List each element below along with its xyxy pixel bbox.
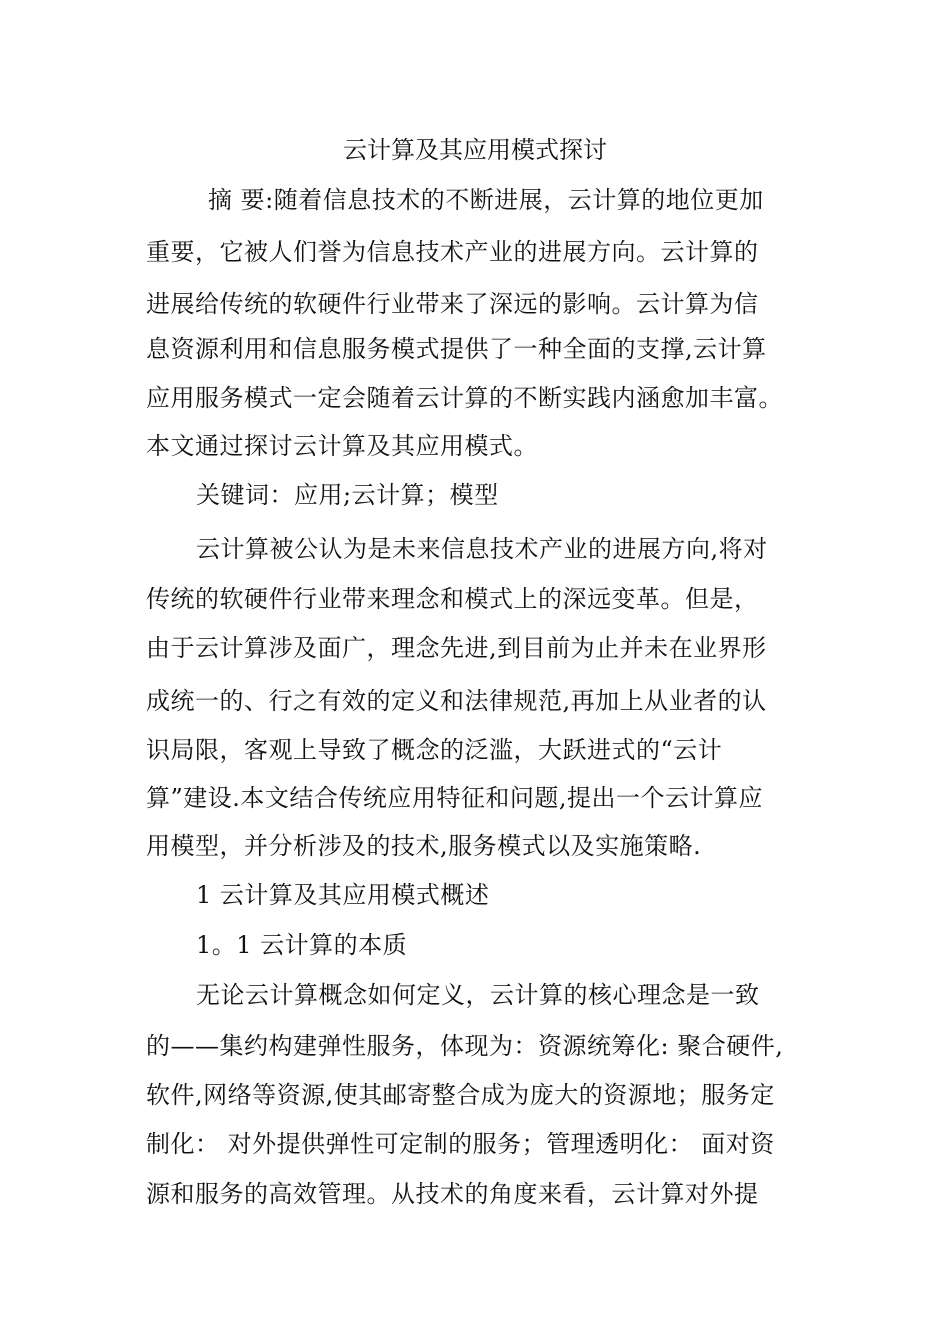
section-heading: 1 云计算及其应用模式概述 — [196, 881, 490, 909]
body-line: 源和服务的高效管理。从技术的角度来看，云计算对外提 — [146, 1180, 759, 1208]
abstract-line: 摘 要:随着信息技术的不断进展，云计算的地位更加 — [208, 186, 764, 214]
body-line: 用模型，并分析涉及的技术,服务模式以及实施策略. — [146, 832, 702, 860]
document-title: 云计算及其应用模式探讨 — [343, 136, 607, 164]
body-line: 的——集约构建弹性服务，体现为：资源统筹化: 聚合硬件, — [146, 1032, 784, 1060]
abstract-line: 应用服务模式一定会随着云计算的不断实践内涵愈加丰富。 — [146, 384, 783, 412]
body-line: 识局限，客观上导致了概念的泛滥，大跃进式的“云计 — [146, 736, 723, 764]
body-line: 无论云计算概念如何定义，云计算的核心理念是一致 — [196, 981, 760, 1009]
body-line: 传统的软硬件行业带来理念和模式上的深远变革。但是， — [146, 585, 759, 613]
abstract-line: 本文通过探讨云计算及其应用模式。 — [146, 432, 538, 460]
abstract-line: 息资源利用和信息服务模式提供了一种全面的支撑,云计算 — [146, 335, 767, 363]
body-line: 算”建设.本文结合传统应用特征和问题,提出一个云计算应 — [146, 784, 764, 812]
keywords-line: 关键词：应用;云计算；模型 — [196, 481, 499, 509]
abstract-line: 重要，它被人们誉为信息技术产业的进展方向。云计算的 — [146, 238, 759, 266]
body-line: 云计算被公认为是未来信息技术产业的进展方向,将对 — [196, 535, 768, 563]
body-line: 由于云计算涉及面广，理念先进,到目前为止并未在业界形 — [146, 634, 767, 662]
body-line: 成统一的、行之有效的定义和法律规范,再加上从业者的认 — [146, 687, 767, 715]
body-line: 制化： 对外提供弹性可定制的服务；管理透明化： 面对资 — [146, 1130, 775, 1158]
subsection-heading: 1。1 云计算的本质 — [196, 931, 408, 959]
body-line: 软件,网络等资源,使其邮寄整合成为庞大的资源地；服务定 — [146, 1081, 775, 1109]
abstract-line: 进展给传统的软硬件行业带来了深远的影响。云计算为信 — [146, 290, 759, 318]
